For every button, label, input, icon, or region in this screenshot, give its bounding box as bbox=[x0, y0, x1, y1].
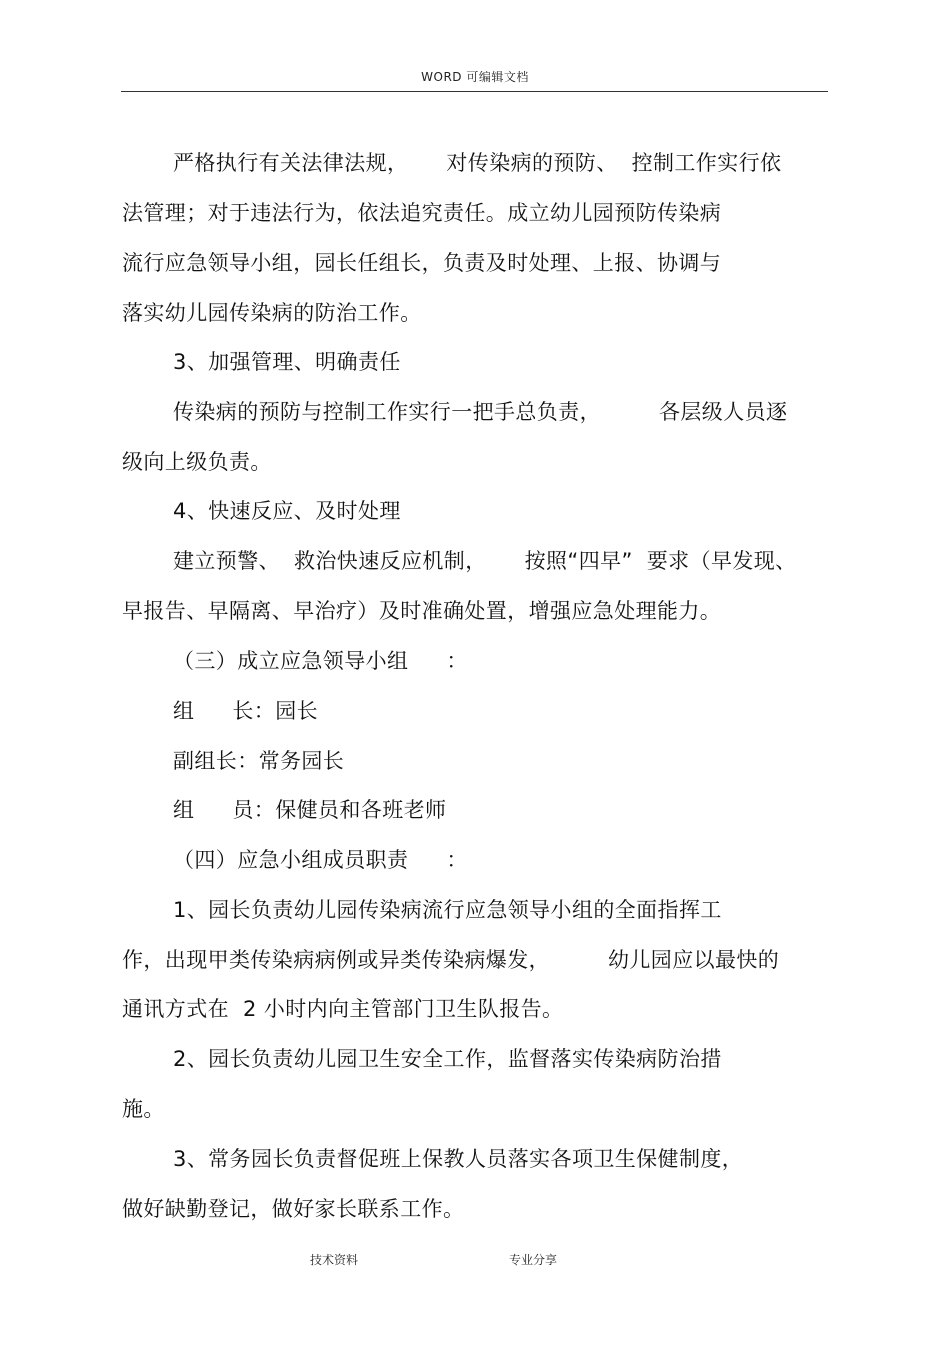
text-span: 严格执行有关法律法规， bbox=[173, 151, 409, 175]
paragraph-line bbox=[173, 548, 797, 574]
footer-right-label: 专业分享 bbox=[509, 1253, 558, 1267]
paragraph-line: 级向上级负责。 bbox=[122, 450, 272, 474]
text-span: 建立预警、 bbox=[173, 549, 280, 573]
paragraph-line: 3、常务园长负责督促班上保教人员落实各项卫生保健制度， bbox=[173, 1147, 744, 1171]
text-span: 组 bbox=[173, 699, 195, 723]
text-span: 要求（早发现、 bbox=[646, 549, 797, 573]
paragraph-line bbox=[122, 996, 563, 1022]
paragraph-line: 施。 bbox=[122, 1097, 165, 1121]
text-span: 对传染病的预防、 bbox=[446, 151, 618, 175]
paragraph-line bbox=[122, 947, 779, 973]
text-span: 2 小时内向主管部门卫生队报告。 bbox=[243, 997, 564, 1021]
text-span: 救治快速反应机制， bbox=[294, 549, 487, 573]
roster-line: 副组长：常务园长 bbox=[173, 749, 345, 773]
paragraph-line: 2、园长负责幼儿园卫生安全工作，监督落实传染病防治措 bbox=[173, 1047, 722, 1071]
section-heading bbox=[173, 847, 468, 873]
text-span: 员：保健员和各班老师 bbox=[232, 798, 447, 822]
text-span: （四）应急小组成员职责 bbox=[173, 848, 409, 872]
page-header-title: WORD 可编辑文档 bbox=[421, 70, 529, 84]
section-heading: 4、快速反应、及时处理 bbox=[173, 499, 401, 523]
text-span: 各层级人员逐 bbox=[659, 400, 788, 424]
paragraph-line: 流行应急领导小组，园长任组长，负责及时处理、上报、协调与 bbox=[122, 251, 722, 275]
text-span: 幼儿园应以最快的 bbox=[608, 948, 780, 972]
paragraph-line: 早报告、早隔离、早治疗）及时准确处置，增强应急处理能力。 bbox=[122, 599, 722, 623]
footer-left-label: 技术资料 bbox=[310, 1253, 359, 1267]
section-heading bbox=[173, 648, 468, 674]
paragraph-line bbox=[173, 399, 787, 425]
text-span: （三）成立应急领导小组 bbox=[173, 649, 409, 673]
paragraph-line: 落实幼儿园传染病的防治工作。 bbox=[122, 301, 422, 325]
text-span: 长：园长 bbox=[232, 699, 319, 723]
paragraph-line: 做好缺勤登记，做好家长联系工作。 bbox=[122, 1197, 465, 1221]
text-span: 按照“四早” bbox=[524, 549, 633, 573]
text-span: 通讯方式在 bbox=[122, 997, 229, 1021]
paragraph-line: 1、园长负责幼儿园传染病流行应急领导小组的全面指挥工 bbox=[173, 898, 722, 922]
text-span: 传染病的预防与控制工作实行一把手总负责， bbox=[173, 400, 601, 424]
text-span: 组 bbox=[173, 798, 195, 822]
text-span: ： bbox=[446, 848, 468, 872]
roster-line bbox=[173, 797, 446, 823]
paragraph-line bbox=[173, 150, 781, 176]
section-heading: 3、加强管理、明确责任 bbox=[173, 350, 401, 374]
paragraph-line: 法管理；对于违法行为，依法追究责任。成立幼儿园预防传染病 bbox=[122, 201, 722, 225]
roster-line bbox=[173, 698, 318, 724]
text-span: 作，出现甲类传染病病例或异类传染病爆发， bbox=[122, 948, 550, 972]
text-span: 控制工作实行依 bbox=[631, 151, 782, 175]
text-span: ： bbox=[446, 649, 468, 673]
header-divider bbox=[121, 91, 828, 92]
